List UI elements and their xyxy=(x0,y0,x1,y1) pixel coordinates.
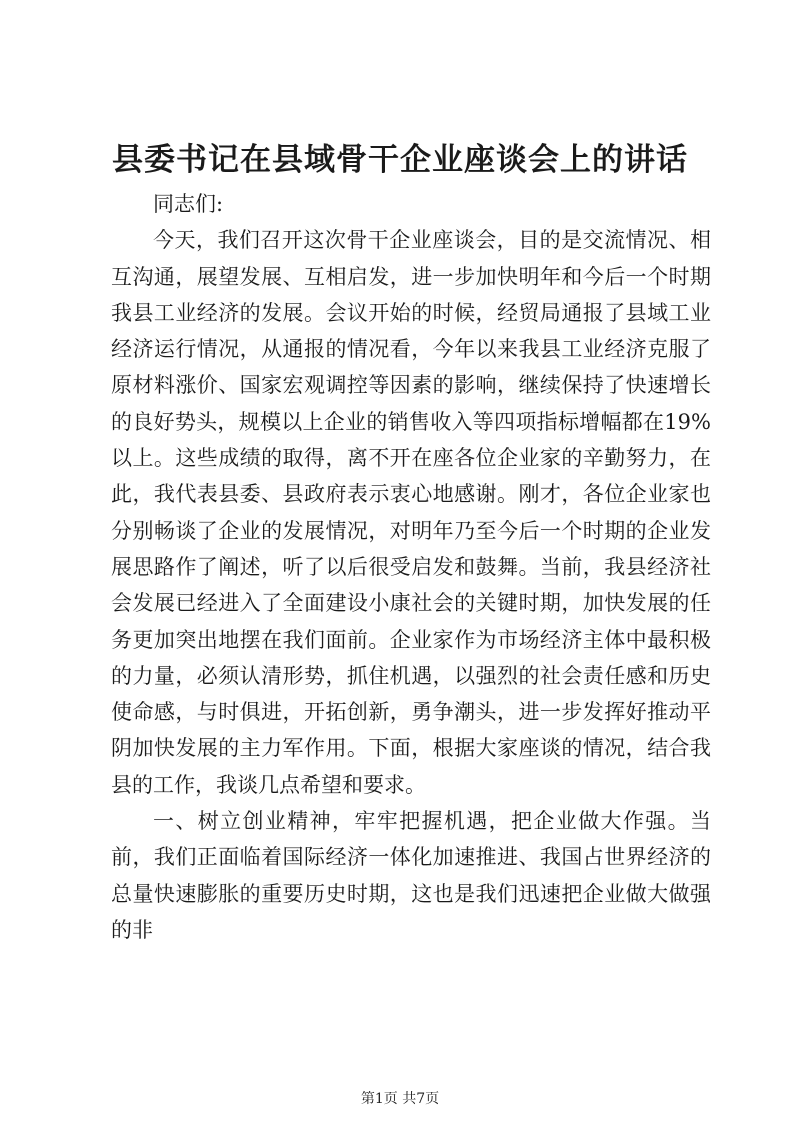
body-paragraph-2: 一、树立创业精神，牢牢把握机遇，把企业做大作强。当前，我们正面临着国际经济一体化加速推进、我国占世界经济的总量快速膨胀的重要历史时期，这也是我们迅速把企业做大做强的非 xyxy=(111,809,711,942)
body-paragraph-1: 今天，我们召开这次骨干企业座谈会，目的是交流情况、相互沟通，展望发展、互相启发，进一步加快明年和今后一个时期我县工业经济的发展。会议开始的时候，经贸局通报了县域工业经济运行情况，从通报的情况看，今年以来我县工业经济克服了原材料涨价、国家宏观调控等因素的影响，继续保持了快速增长的良好势头，规模以上企业的销售收入等四项指标增幅都在19%以上。这些成绩的取得，离不开在座各位企业家的辛勤努力，在此，我代表县委、县政府表示衷心地感谢。刚才，各位企业家也分别畅谈了企业的发展情况，对明年乃至今后一个时期的企业发展思路作了阐述，听了以后很受启发和鼓舞。当前，我县经济社会发展已经进入了全面建设小康社会的关键时期，加快发展的任务更加突出地摆在我们面前。企业家作为市场经济主体中最积极的力量，必须认清形势，抓住机遇，以强烈的社会责任感和历史使命感，与时俱进，开拓创新，勇争潮头，进一步发挥好推动平阴加快发展的主力军作用。下面，根据大家座谈的情况，结合我县的工作，我谈几点希望和要求。 xyxy=(111,228,711,797)
salutation: 同志们: xyxy=(153,192,224,216)
page-footer: 第1页 共7页 xyxy=(360,1091,440,1107)
document-title: 县委书记在县域骨干企业座谈会上的讲话 xyxy=(112,142,688,178)
document-body xyxy=(111,186,711,948)
